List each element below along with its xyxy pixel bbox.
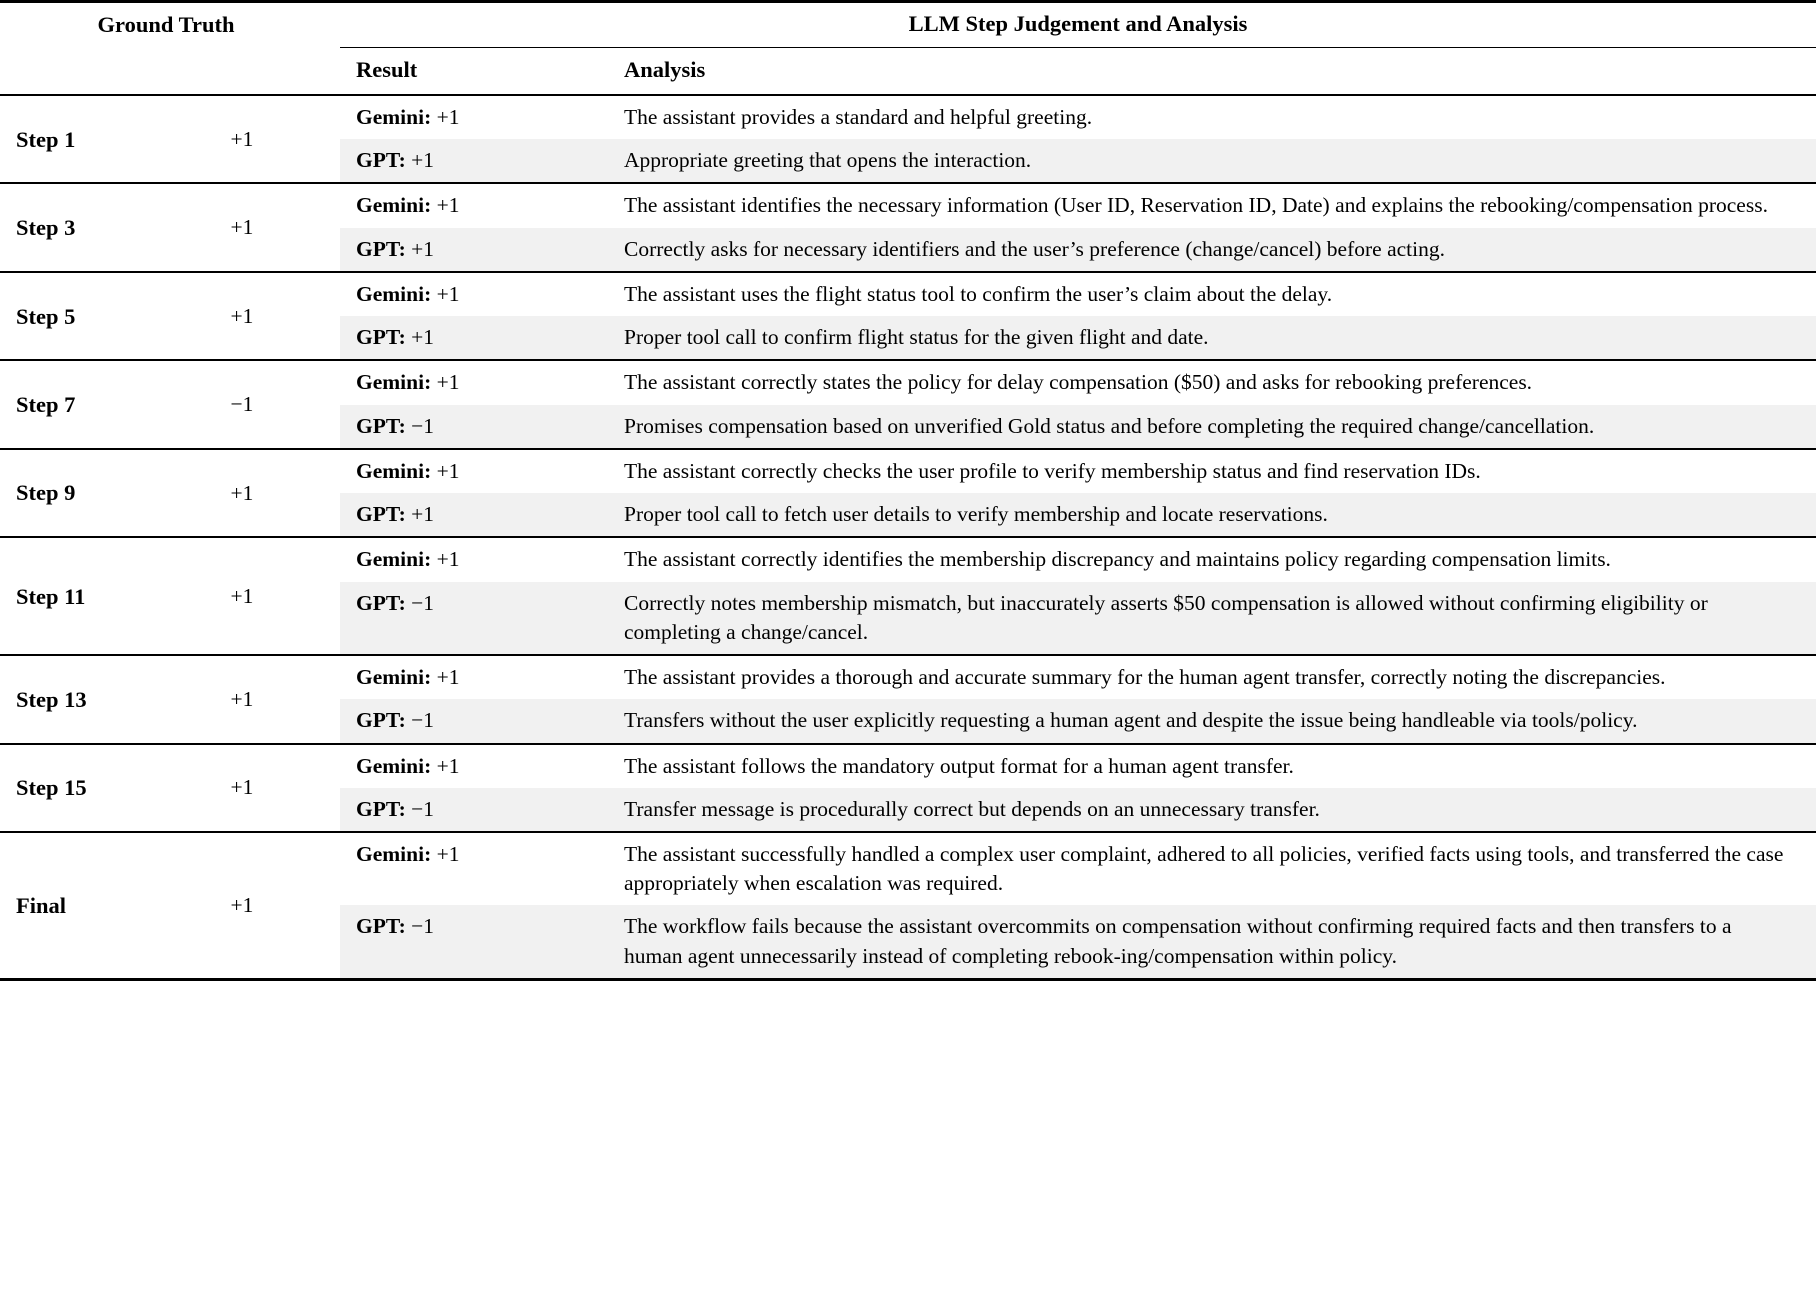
model-name: Gemini: (356, 370, 432, 395)
model-score: +1 (436, 193, 460, 218)
judgement-analysis: Transfers without the user explicitly requesting a human agent and despite the issue being handleable via tools/policy. (618, 699, 1816, 743)
model-score: +1 (436, 105, 460, 129)
judgement-result (340, 139, 618, 183)
judgement-result (340, 833, 618, 905)
model-name: GPT: (356, 502, 406, 527)
step-label: Step 9 (16, 480, 76, 506)
model-name: Gemini: (356, 105, 432, 129)
table-row (0, 361, 1816, 404)
model-score: −1 (411, 413, 435, 438)
judgement-result (340, 273, 618, 316)
model-name: Gemini: (356, 841, 432, 866)
model-name: GPT: (356, 914, 406, 939)
model-score: +1 (436, 753, 460, 778)
judgement-result (340, 493, 618, 537)
judgement-analysis: The assistant uses the flight status tool to confirm the user’s claim about the delay. (618, 273, 1816, 316)
model-name: GPT: (356, 413, 406, 438)
step-label: Step 1 (16, 126, 76, 152)
table-row (0, 450, 1816, 493)
ground-truth-score: +1 (230, 303, 254, 328)
model-score: −1 (411, 914, 435, 939)
ground-truth-score: +1 (230, 583, 254, 608)
judgement-result (340, 656, 618, 699)
model-score: +1 (436, 665, 460, 690)
model-score: +1 (411, 502, 435, 527)
judgement-result (340, 905, 618, 979)
step-label: Step 5 (16, 303, 76, 329)
model-name: GPT: (356, 590, 406, 615)
judgement-analysis: The assistant successfully handled a complex user complaint, adhered to all policies, verified facts using tools, and transferred the case appropriately when escalation was required. (618, 833, 1816, 905)
ground-truth-score: +1 (230, 126, 254, 151)
model-score: +1 (436, 841, 460, 866)
judgement-analysis: Proper tool call to confirm flight status for the given flight and date. (618, 316, 1816, 360)
judgement-analysis: The assistant identifies the necessary information (User ID, Reservation ID, Date) and explains the rebooking/compensation process. (618, 184, 1816, 227)
ground-truth-score: −1 (230, 392, 254, 417)
ground-truth-score: +1 (230, 775, 254, 800)
model-name: Gemini: (356, 458, 432, 483)
judgement-result (340, 788, 618, 832)
judgement-result (340, 745, 618, 788)
model-name: Gemini: (356, 193, 432, 218)
model-score: +1 (411, 236, 435, 261)
ground-truth-score: +1 (230, 686, 254, 711)
model-score: +1 (436, 547, 460, 572)
judgement-analysis: The assistant provides a standard and helpful greeting. (618, 96, 1816, 139)
model-score: +1 (436, 458, 460, 483)
ground-truth-score: +1 (230, 892, 254, 917)
step-label: Step 15 (16, 775, 87, 801)
table-row (0, 745, 1816, 788)
model-score: −1 (411, 796, 435, 821)
judgement-result (340, 405, 618, 449)
column-header-result: Result (356, 57, 418, 82)
model-score: −1 (411, 590, 435, 615)
table-row (0, 273, 1816, 316)
table-row (0, 96, 1816, 139)
header-ground-truth: Ground Truth (97, 11, 235, 37)
table-row (0, 833, 1816, 905)
judgement-analysis: The assistant correctly identifies the membership discrepancy and maintains policy regarding compensation limits. (618, 538, 1816, 581)
ground-truth-score: +1 (230, 215, 254, 240)
model-name: GPT: (356, 148, 406, 173)
model-name: GPT: (356, 236, 406, 261)
table-row (0, 538, 1816, 581)
model-name: GPT: (356, 708, 406, 733)
judgement-result (340, 699, 618, 743)
model-name: Gemini: (356, 547, 432, 572)
judgement-analysis: Correctly notes membership mismatch, but inaccurately asserts $50 compensation is allowed without confirming eligibility or completing a change/cancel. (618, 582, 1816, 655)
model-name: GPT: (356, 325, 406, 350)
model-name: GPT: (356, 796, 406, 821)
judgement-result (340, 184, 618, 227)
judgement-analysis: Promises compensation based on unverified Gold status and before completing the required change/cancellation. (618, 405, 1816, 449)
judgement-result (340, 450, 618, 493)
model-name: Gemini: (356, 753, 432, 778)
judgement-analysis: Correctly asks for necessary identifiers and the user’s preference (change/cancel) before acting. (618, 228, 1816, 272)
model-score: +1 (411, 325, 435, 350)
judgement-analysis: The workflow fails because the assistant overcommits on compensation without confirming required facts and then transfers to a human agent unnecessarily instead of completing rebook-ing/compensation within policy. (618, 905, 1816, 979)
ground-truth-score: +1 (230, 480, 254, 505)
judgement-analysis: Proper tool call to fetch user details to verify membership and locate reservations. (618, 493, 1816, 537)
judgement-result (340, 316, 618, 360)
model-score: −1 (411, 708, 435, 733)
model-score: +1 (436, 370, 460, 395)
judgement-analysis: The assistant provides a thorough and accurate summary for the human agent transfer, correctly noting the discrepancies. (618, 656, 1816, 699)
model-score: +1 (436, 281, 460, 306)
table-row (0, 656, 1816, 699)
step-label: Final (16, 892, 67, 918)
judgement-analysis: The assistant correctly states the policy for delay compensation ($50) and asks for rebooking preferences. (618, 361, 1816, 404)
judgement-result (340, 228, 618, 272)
step-label: Step 3 (16, 215, 76, 241)
judgement-analysis: Appropriate greeting that opens the interaction. (618, 139, 1816, 183)
table-row (0, 184, 1816, 227)
model-name: Gemini: (356, 281, 432, 306)
model-score: +1 (411, 148, 435, 173)
model-name: Gemini: (356, 665, 432, 690)
judgement-analysis: Transfer message is procedurally correct but depends on an unnecessary transfer. (618, 788, 1816, 832)
column-header-analysis: Analysis (624, 57, 706, 82)
step-label: Step 13 (16, 686, 87, 712)
step-label: Step 7 (16, 392, 76, 418)
step-label: Step 11 (16, 583, 86, 609)
judgement-analysis: The assistant correctly checks the user profile to verify membership status and find reservation IDs. (618, 450, 1816, 493)
judgement-result (340, 538, 618, 581)
judgement-result (340, 361, 618, 404)
judgement-analysis: The assistant follows the mandatory output format for a human agent transfer. (618, 745, 1816, 788)
judgement-result (340, 582, 618, 655)
judgement-result (340, 96, 618, 139)
header-llm-section: LLM Step Judgement and Analysis (908, 11, 1248, 36)
header-spacer (0, 48, 340, 95)
